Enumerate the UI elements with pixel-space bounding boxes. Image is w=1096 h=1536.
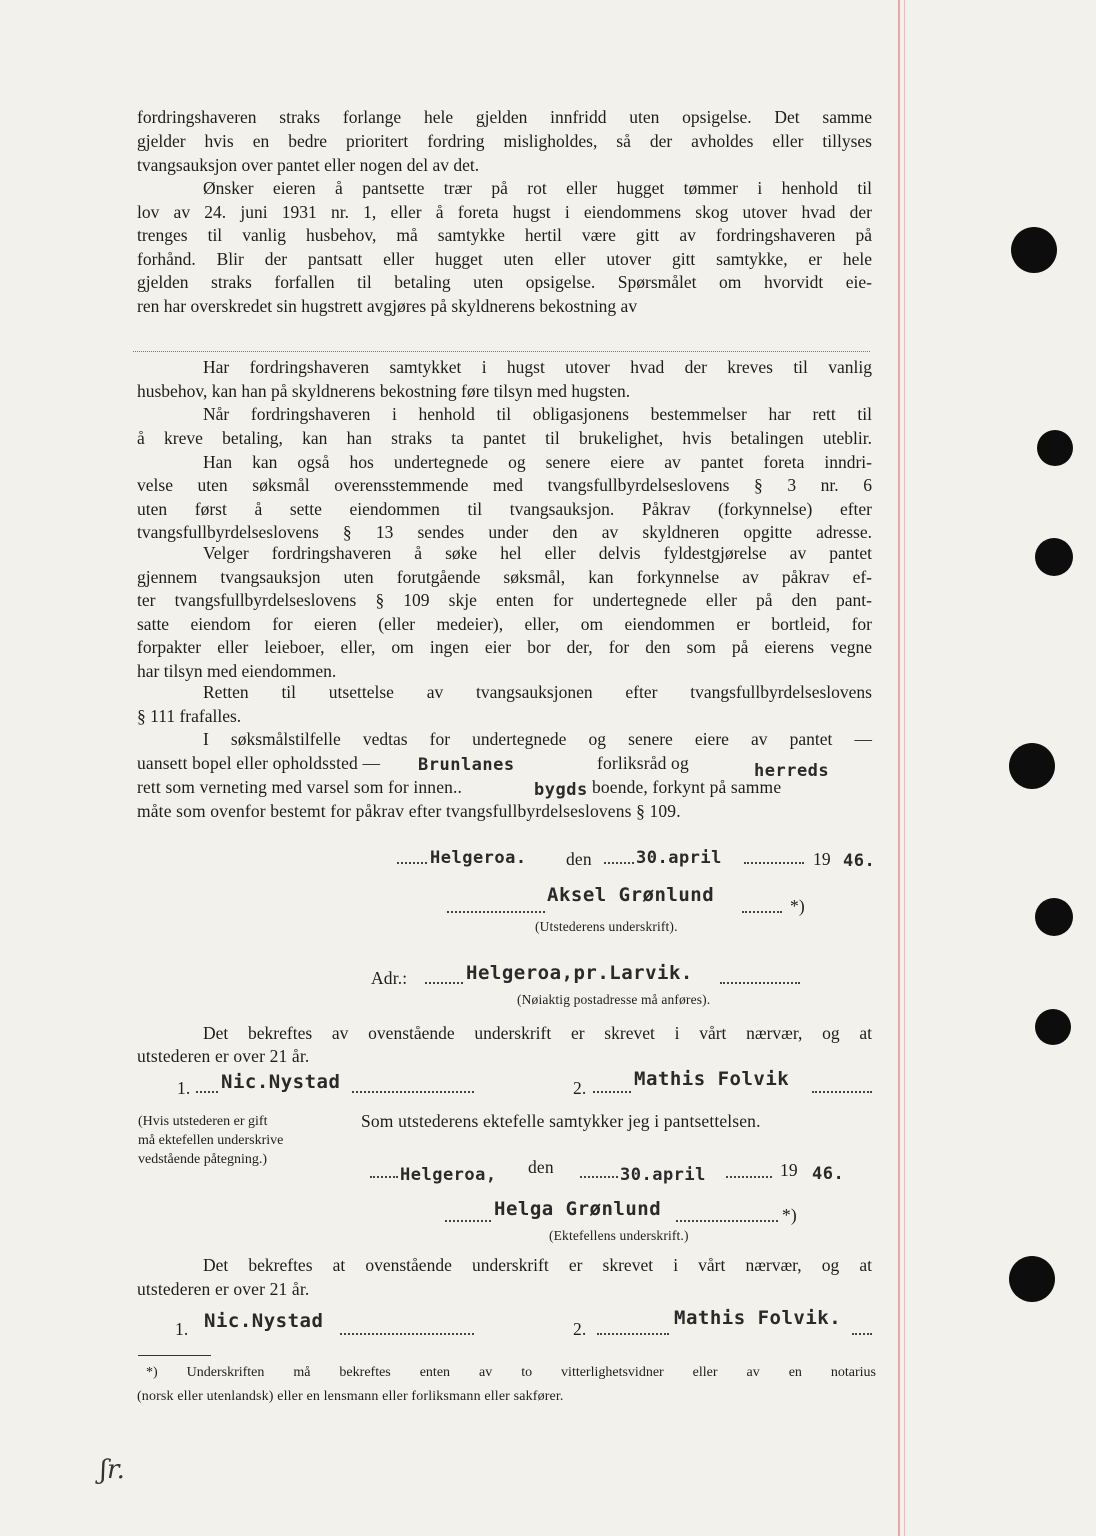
footnote-rule — [138, 1355, 211, 1356]
margin-initials: ʃr. — [100, 1455, 125, 1485]
spouse-date: 30.april — [620, 1165, 706, 1185]
body-line: tvangsauksjon over pantet eller nogen del av det. — [137, 155, 480, 175]
dotted-fill — [445, 1220, 491, 1222]
dotted-fill — [352, 1091, 474, 1093]
issuer-date: 30.april — [636, 848, 722, 868]
body-line: § 111 frafalles. — [137, 706, 242, 726]
venue-filled-herred: herreds — [754, 761, 830, 781]
venue-line1-right: forliksråd og — [597, 753, 689, 773]
issuer-den-label: den — [566, 849, 592, 869]
dotted-fill — [580, 1176, 618, 1178]
spouse-den-label: den — [528, 1157, 554, 1177]
spouse-caption: (Ektefellens underskrift.) — [549, 1228, 689, 1243]
dotted-fill — [196, 1091, 218, 1093]
witness-number: 1. — [175, 1319, 189, 1339]
body-line: husbehov, kan han på skyldnerens bekostning føre tilsyn med hugsten. — [137, 381, 631, 401]
dotted-fill — [425, 982, 463, 984]
spouse-side-note — [138, 1112, 283, 1169]
dotted-fill — [852, 1333, 872, 1335]
venue-filled-bygds: bygds — [534, 780, 588, 800]
witness-number: 1. — [177, 1078, 191, 1098]
issuer-address: Helgeroa,pr.Larvik. — [466, 962, 693, 984]
spouse-year-suffix: 46. — [812, 1164, 845, 1184]
margin-red-line-secondary — [904, 0, 905, 1536]
dotted-fill — [812, 1091, 872, 1093]
witness-text: utstederen er over 21 år. — [137, 1279, 310, 1299]
body-line: gjelder hvis en bedre prioritert fordring misligholdes, så der avholdes eller tillyses — [137, 131, 872, 151]
binder-hole-icon — [1009, 1256, 1055, 1302]
body-line: ter tvangsfullbyrdelseslovens § 109 skje enten for undertegnede eller på den pant- — [137, 590, 872, 610]
dotted-fill — [370, 1176, 398, 1178]
body-line: satte eiendom for eieren (eller medeier), eller, om eiendommen er bortleid, for — [137, 614, 872, 634]
margin-red-line — [898, 0, 900, 1536]
body-line: lov av 24. juni 1931 nr. 1, eller å foreta hugst i eiendommens skog utover hvad der — [137, 202, 872, 222]
body-line: gjennem tvangsauksjon uten forutgående søksmål, kan forkynnelse av påkrav ef- — [137, 567, 872, 587]
dotted-fill — [447, 911, 545, 913]
dotted-fill — [742, 911, 782, 913]
dotted-fill — [720, 982, 800, 984]
body-line: Velger fordringshaveren å søke hel eller delvis fyldestgjørelse av pantet — [203, 543, 872, 563]
spouse-signature: Helga Grønlund — [494, 1198, 662, 1220]
issuer-place: Helgeroa. — [430, 848, 527, 868]
footnote-line: *) Underskriften må bekreftes enten av to vitterlighetsvidner eller av en notarius — [146, 1365, 876, 1380]
issuer-caption: (Utstederens underskrift). — [535, 919, 678, 934]
body-line: forpakter eller leieboer, eller, om ingen eier bor der, for den som på eierens vegne — [137, 637, 872, 657]
body-line: Når fordringshaveren i henhold til obligasjonens bestemmelser har rett til — [203, 404, 872, 424]
side-note-line: vedstående påtegning.) — [138, 1152, 268, 1167]
binder-hole-icon — [1011, 227, 1057, 273]
body-line: uten først å sette eiendommen til tvangsauksjon. Påkrav (forkynnelse) efter — [137, 499, 872, 519]
binder-hole-icon — [1035, 898, 1073, 936]
dotted-fill — [604, 862, 634, 864]
venue-line2-right: boende, forkynt på samme — [592, 777, 782, 797]
spouse-place: Helgeroa, — [400, 1165, 497, 1185]
venue-filled-place: Brunlanes — [418, 755, 515, 775]
witness-text: Det bekreftes at ovenstående underskrift er skrevet i vårt nærvær, og at — [203, 1255, 872, 1275]
witness-number: 2. — [573, 1078, 587, 1098]
dotted-fill — [597, 1333, 669, 1335]
body-line: Har fordringshaveren samtykket i hugst utover hvad der kreves til vanlig — [203, 357, 872, 377]
venue-line3: måte som ovenfor bestemt for påkrav efter tvangsfullbyrdelseslovens § 109. — [137, 801, 681, 821]
issuer-asterisk: *) — [790, 896, 805, 916]
issuer-signature: Aksel Grønlund — [547, 884, 715, 906]
body-line: har tilsyn med eiendommen. — [137, 661, 337, 681]
venue-line1-left: uansett bopel eller opholdssted — — [137, 753, 381, 773]
witness-signature: Mathis Folvik — [634, 1068, 790, 1090]
body-line: velse uten søksmål overensstemmende med tvangsfullbyrdelseslovens § 3 nr. 6 — [137, 475, 872, 495]
dotted-fill — [593, 1091, 631, 1093]
address-caption: (Nøiaktig postadresse må anføres). — [517, 992, 711, 1007]
body-line: gjelden straks forfallen til betaling uten opsigelse. Spørsmålet om hvorvidt eie- — [137, 272, 872, 292]
body-line: forhånd. Blir der pantsatt eller hugget uten eller utover gitt samtykke, er hele — [137, 249, 872, 269]
body-line: trenges til vanlig husbehov, må samtykke hertil være gitt av fordringshaveren på — [137, 225, 872, 245]
body-line: ren har overskredet sin hugstrett avgjøres på skyldnerens bekostning av — [137, 296, 638, 316]
dotted-fill — [726, 1176, 772, 1178]
witness-number: 2. — [573, 1319, 587, 1339]
dotted-fill — [397, 862, 427, 864]
side-note-line: må ektefellen underskrive — [138, 1133, 284, 1148]
dotted-fill — [744, 862, 804, 864]
witness-text: Det bekreftes av ovenstående underskrift er skrevet i vårt nærvær, og at — [203, 1023, 872, 1043]
spouse-consent: Som utstederens ektefelle samtykker jeg i pantsettelsen. — [361, 1111, 761, 1131]
spouse-asterisk: *) — [782, 1205, 797, 1225]
binder-hole-icon — [1009, 743, 1055, 789]
footnote-line: (norsk eller utenlandsk) eller en lensmann eller forliksmann eller sakfører. — [137, 1389, 564, 1404]
address-label: Adr.: — [371, 968, 408, 988]
witness-signature: Mathis Folvik. — [674, 1307, 842, 1329]
binder-hole-icon — [1037, 430, 1073, 466]
dotted-fill — [676, 1220, 778, 1222]
side-note-line: (Hvis utstederen er gift — [138, 1114, 268, 1129]
body-line: Han kan også hos undertegnede og senere eiere av pantet foreta inndri- — [203, 452, 872, 472]
body-line: I søksmålstilfelle vedtas for undertegnede og senere eiere av pantet — — [203, 729, 872, 749]
witness-signature: Nic.Nystad — [204, 1310, 324, 1332]
body-line: Retten til utsettelse av tvangsauksjonen efter tvangsfullbyrdelseslovens — [203, 682, 872, 702]
binder-hole-icon — [1035, 538, 1073, 576]
body-line: å kreve betaling, kan han straks ta pantet til brukelighet, hvis betalingen uteblir. — [137, 428, 872, 448]
body-line: Ønsker eieren å pantsette trær på rot eller hugget tømmer i henhold til — [203, 178, 872, 198]
witness-signature: Nic.Nystad — [221, 1071, 341, 1093]
binder-hole-icon — [1035, 1009, 1071, 1045]
spouse-year-prefix: 19 — [780, 1160, 798, 1180]
issuer-year-suffix: 46. — [843, 851, 876, 871]
body-line: fordringshaveren straks forlange hele gjelden innfridd uten opsigelse. Det samme — [137, 107, 872, 127]
body-line: tvangsfullbyrdelseslovens § 13 sendes under den av skyldneren opgitte adresse. — [137, 522, 872, 542]
witness-text: utstederen er over 21 år. — [137, 1046, 310, 1066]
dotted-fill — [340, 1333, 474, 1335]
issuer-year-prefix: 19 — [813, 849, 831, 869]
venue-line2-left: rett som verneting med varsel som for innen.. — [137, 777, 463, 797]
dotted-divider — [133, 351, 870, 352]
